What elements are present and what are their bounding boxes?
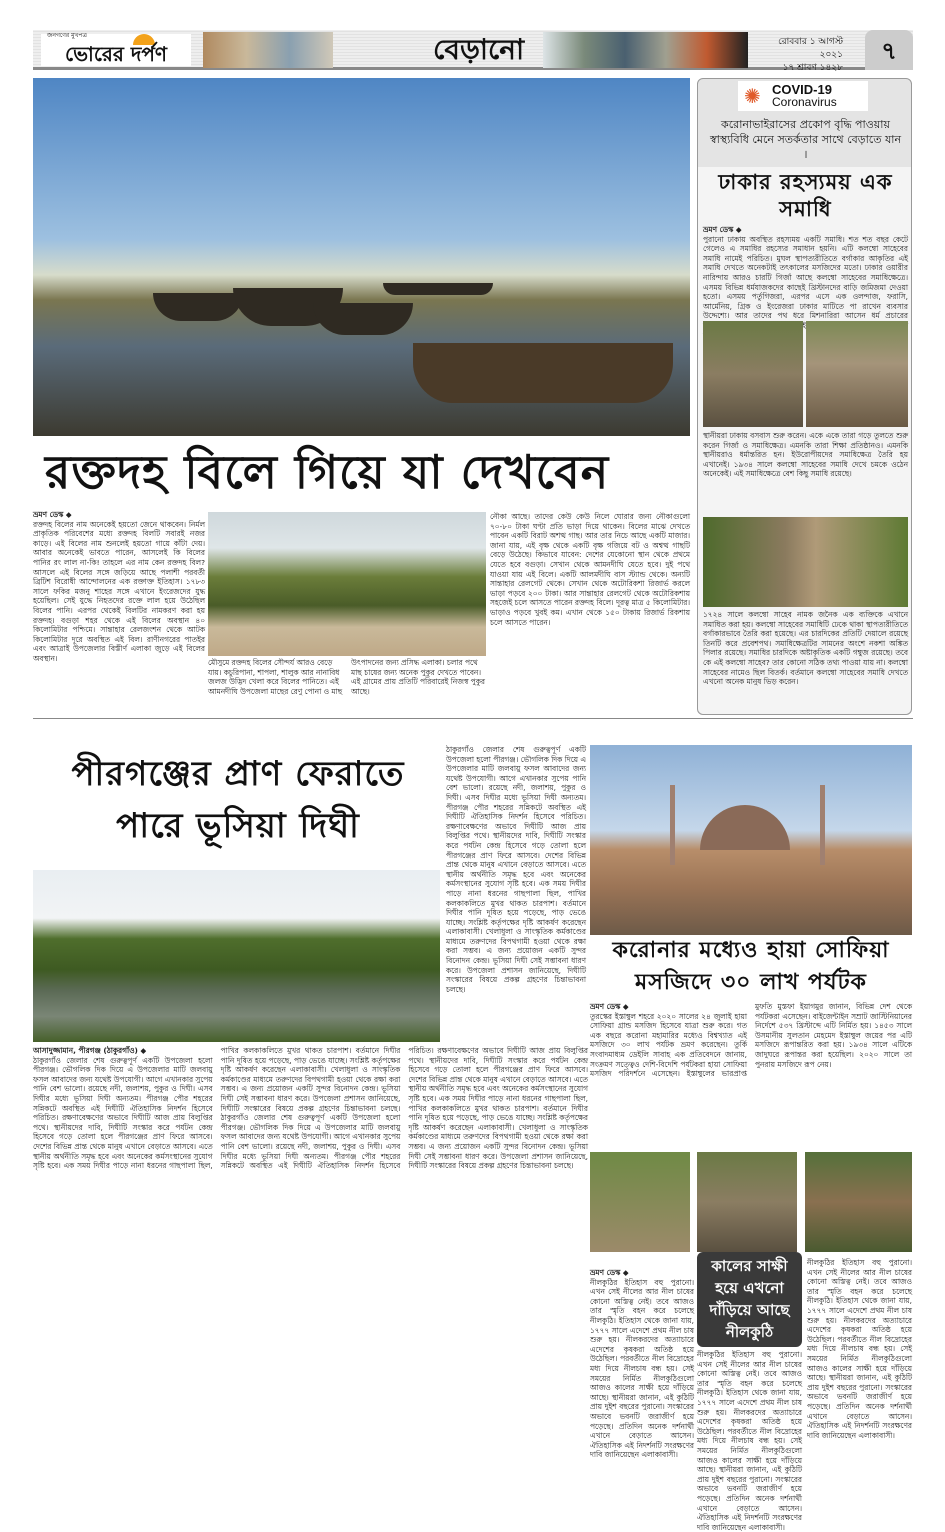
hagia-sophia-photo	[590, 745, 912, 935]
byline: আসাদুজ্জামান, পীরগঞ্জ (ঠাকুরগাঁও) ◆	[33, 1046, 147, 1055]
article1-col1	[33, 510, 205, 715]
article-text: নীলকুঠির ইতিহাস বহু পুরানো। এখন সেই নীলের আর নীল চাষের কোনো অস্তিত্ব নেই। তবে আজও তার স্মৃতি বহন করে চলেছে নীলকুঠি। ইতিহাস থেকে জানা যায়, ১৭৭৭ সালে এদেশে প্রথম নীল চাষ শুরু হয়। নীলকরদের অত্যাচারে এদেশের কৃষকরা অতিষ্ঠ হয়ে উঠেছিল। পরবর্তীতে নীল বিদ্রোহের মধ্য দিয়ে নীলচাষ বন্ধ হয়। সেই সময়ের নির্মিত নীলকুঠিগুলো আজও কালের সাক্ষী হয়ে দাঁড়িয়ে আছে। স্থানীয়রা জানান, এই কুঠিটি প্রায় দুইশ বছরের পুরানো। সংস্কারের অভাবে ভবনটি জরাজীর্ণ হয়ে পড়েছে। প্রতিদিন অনেক দর্শনার্থী এখানে বেড়াতে আসেন। ঐতিহাসিক এই নিদর্শনটি সংরক্ষণের দাবি জানিয়েছেন এলাকাবাসী।	[590, 1277, 694, 1460]
tomb-photo-3	[703, 517, 908, 607]
article-text: রক্তদহ বিলের নাম অনেকেই হয়তো জেনে থাকবেন। নির্মল প্রাকৃতিক পরিবেশের মধ্যে রক্তদহ বিলটি সবারই নজর কাড়ে। এই বিলের নাম শুনলেই হয়তো গায়ে কাঁটা দেয়। আবার অনেকেই ভাবতে পারেন, আসলেই কি বিলের পানির রং লাল না-কি! তাহলে এর নাম কেন রক্তদহ বিল? আসলে এই বিলের সঙ্গে জড়িয়ে আছে পলাশী পরবর্তী ব্রিটিশ বিরোধী আন্দোলনের এক রক্তাক্ত ইতিহাস। ১৭৮৩ সালে ফকির মজনু শাহের সঙ্গে এখানে ইংরেজদের যুদ্ধ হয়েছিল। সেই যুদ্ধে নিহতদের রক্তে লাল হয়ে উঠেছিল বিলের পানি। এরপর থেকেই বিলটির নামকরণ করা হয় রক্তদহ। বগুড়া শহর থেকে এই বিলের অবস্থান ৪০ কিলোমিটার পশ্চিমে। সান্তাহার রেলজংশন থেকে আটক কিলোমিটার দূরে অবস্থিত এই বিল। রাণীনগরের পাতইর এবং আত্রাই উপজেলার বিস্তীর্ণ এলাকা জুড়ে এই বিলের অবস্থান।	[33, 519, 205, 663]
byline: ভ্রমণ ডেস্ক ◆	[703, 225, 742, 234]
issue-date	[773, 36, 843, 75]
covid-notice: করোনাভাইরাসের প্রকোপ বৃদ্ধি পাওয়ায় স্বাস্থ্যবিধি মেনে সতর্কতার সাথে বেড়াতে যান ।	[709, 118, 902, 161]
headline-line: পীরগঞ্জের প্রাণ ফেরাতে	[71, 754, 405, 794]
article-text: পুরানো ঢাকায় অবস্থিত রহস্যময় একটি সমাধি। শত শত বছর কেটে গেলেও এ সমাধির রহস্যের সমাধান হয়নি। এটি কলম্বো সাহেবের সমাধি নামেই পরিচিত। মুঘল স্থাপত্যরীতিতে বর্গাকার আকৃতির এই সমাধি দেখতে অনেকটাই তৎকালের মসজিদের মতো। ঢাকার ওয়ারীর নারিন্দায় আরও চারটি গির্জা আছে কলম্বো সাহেবের সমাধিক্ষেত্রে। এসময় বিভিন্ন ধর্মযাজকদের কাছেই খ্রিস্টানদের বাড়ি জমিজমা দেওয়া হতো। এসময় পর্তুগিজরা, এরপর এসে এক ওলন্দাজ, ফরাসি, আর্মেনিয়, গ্রিক ও ইংরেজরা ঢাকার মাটিতে পা রাখেন ব্যবসার উদ্দেশ্যে। আর তাদের পথ ধরে মিশনারিরা আসেন ধর্ম প্রচারের	[703, 234, 908, 321]
covid-title: COVID-19	[772, 82, 832, 97]
virus-icon: ✺	[744, 84, 761, 108]
section-title: বেড়ানো	[433, 33, 525, 66]
logo-tagline: জনগণের মুখপত্র	[47, 32, 87, 39]
dome	[700, 805, 790, 850]
minaret	[670, 785, 675, 865]
article2-headline	[33, 748, 443, 852]
header-photo-left	[203, 32, 333, 68]
headline-line: করোনার মধ্যেও হায়া সোফিয়া	[612, 938, 890, 963]
tomb-photo-1	[703, 321, 803, 427]
newspaper-name: ভোরের দর্পণ	[65, 42, 167, 66]
article-text: ঠাকুরগাঁও জেলার শেষ গুরুত্বপূর্ণ একটি উপজেলা হলো পীরগঞ্জ। ভৌগলিক দিক দিয়ে এ উপজেলার মাটি জলবায়ু ফসল আবাদের জন্য যথেষ্ট উপযোগী। আগে এখানকার সুপেয় পানি বেশ ভালো। রয়েছে নদী, জলাশয়, পুকুর ও দিঘী। এসব দিঘীর মধ্যে ভূসিয়া দিঘী অন্যতম। পীরগঞ্জ পৌর শহরের সন্নিকটে অবস্থিত এই দিঘীটি ঐতিহাসিক নিদর্শন হিসেবে পরিচিত। রক্ষণাবেক্ষণের অভাবে দিঘীটি আজ প্রায় বিলুপ্তির পথে। স্থানীয়দের দাবি, দিঘীটি সংস্কার করে পর্যটন কেন্দ্র হিসেবে গড়ে তোলা হলে পীরগঞ্জের প্রাণ ফিরে আসবে। দেশের বিভিন্ন প্রান্ত থেকে মানুষ এখানে বেড়াতে আসবে। এতে স্থানীয় অর্থনীতি সমৃদ্ধ হবে এবং অনেকের কর্মসংস্থানের সুযোগ সৃষ্টি হবে। এক সময় দিঘীর পাড়ে নানা ধরনের গাছপালা ছিল, পাখির কলকাকলিতে মুখর থাকত চারপাশ। বর্তমানে দিঘীর পানি দূষিত হয়ে পড়েছে, পাড় ভেঙে যাচ্ছে। সংশ্লিষ্ট কর্তৃপক্ষের দৃষ্টি আকর্ষণ করেছেন এলাকাবাসী। খেলাধুলা ও সাংস্কৃতিক কর্মকাণ্ডের মাধ্যমে তরুণদের বিপথগামী হওয়া থেকে রক্ষা করা সম্ভব। এ জন্য প্রয়োজন একটি সুন্দর বিনোদন কেন্দ্র। ভূসিয়া দিঘী সেই সম্ভাবনা ধারণ করে। উপজেলা প্রশাসন জানিয়েছে, দিঘীটি সংস্কারের বিষয়ে প্রকল্প গ্রহণের চিন্তাভাবনা চলছে।	[220, 1046, 588, 1171]
sidebar-headline: ঢাকার রহস্যময় এক সমাধি	[718, 170, 893, 221]
article-text: তুরস্কের ইস্তাম্বুল শহরে ২০২০ সালের ২৪ জুলাই হায়া সোফিয়া গ্রান্ড মসজিদ হিসেবে যাত্রা শুরু করে। গত এক বছরে করোনা মহামারির মধ্যেও বিশ্বখ্যাত এই মসজিদে ৩০ লাখ পর্যটক ভ্রমণ করেছেন। তুর্কি সংবাদমাধ্যম ডেইলি সাবাহ এক প্রতিবেদনে জানায়, সংক্রমণ সত্ত্বেও দেশি-বিদেশি পর্যটকরা হায়া সোফিয়া মসজিদ পরিদর্শনে এসেছেন। ইস্তাম্বুলের ভারপ্রাপ্ত মুফতি মুস্তফা ইয়াগমুর জানান, বিভিন্ন দেশ থেকে পর্যটকরা এসেছেন। বাইজেন্টাইন সম্রাট জাস্টিনিয়ানের নির্দেশে ৫৩৭ খ্রিস্টাব্দে এটি নির্মিত হয়। ১৪৫৩ সালে উসমানীয় সুলতান মেহমেদ ইস্তাম্বুল জয়ের পর এটি মসজিদে রূপান্তরিত করা হয়। ১৯৩৪ সালে এটিকে জাদুঘরে রূপান্তর করা হয়েছিল। ২০২০ সালে তা পুনরায় মসজিদে রূপ নেয়।	[590, 1002, 912, 1079]
article3-headline	[590, 935, 912, 999]
covid-subtitle: Coronavirus	[772, 95, 837, 109]
divider	[33, 718, 913, 719]
date-gregorian: রোববার ১ আগস্ট ২০২১	[778, 37, 843, 60]
article1-headline: রক্তদহ বিলে গিয়ে যা দেখবেন	[45, 445, 610, 499]
banyan-tree-photo	[208, 512, 486, 656]
photo-caption: মৌসুমে রক্তদহ বিলের সৌন্দর্য আরও বেড়ে যায়। কচুরিপানা, শাপলা, শালুক আর নানাবিধ জলজ উদ্ভিদ খেলা করে বিলের পানিতে। এই আমনদীঘি উপজেলা মাছের রেণু পোনা ও মাছ উৎপাদনের জন্য প্রসিদ্ধ এলাকা। চলার পথে মাছ চাষের জন্য অনেক পুকুর দেখতে পাবেন। এই গ্রামের প্রায় প্রতিটি পরিবারেই নিজস্ব পুকুর আছে।	[208, 658, 485, 696]
nilkuthi-photo-3	[805, 1152, 912, 1252]
newspaper-logo[interactable]	[41, 34, 191, 66]
header-photo-right	[543, 32, 748, 68]
bhusiya-dighi-photo	[33, 870, 440, 1042]
boat	[383, 283, 493, 295]
article4-headline: কালের সাক্ষী হয়ে এখনো দাঁড়িয়ে আছে নীলকুঠি	[709, 1257, 790, 1341]
tomb-photo-2	[806, 321, 908, 427]
boat	[153, 293, 243, 321]
masthead	[33, 30, 913, 73]
page-number: ৭	[865, 30, 913, 70]
sidebar-text-3: ১৭২৪ সালে কলম্বো সাহেব নামক জনৈক এক ব্যক্তিকে এখানে সমাধিত করা হয়। কলম্বো সাহেবের সমাধিটি ঢেকে থাকা স্থাপত্যরীতিতে বর্গাকারভাবে তৈরি করা হয়েছে। এর চারদিকের প্রতিটি দেয়ালে রয়েছে তিনটি করে প্রবেশপথ। সমাধিক্ষেত্রটির সামনের অংশে নকশা অঙ্কিত পিলার রয়েছে। সমাধির চারদিকে অষ্টাকৃতিক একটি গম্বুজ রয়েছে। তবে কে এই কলম্বো সাহেব? তার কোনো সঠিক তথ্য পাওয়া যায় না। কলম্বো সাহেবের নামেও ছিল বিতর্ক। বর্তমানে কলম্বো সাহেবের সমাধি দেখতে এখনো অনেক মানুষ ভিড় করেন।	[703, 610, 908, 687]
article4-col3: নীলকুঠির ইতিহাস বহু পুরানো। এখন সেই নীলের আর নীল চাষের কোনো অস্তিত্ব নেই। তবে আজও তার স্মৃতি বহন করে চলেছে নীলকুঠি। ইতিহাস থেকে জানা যায়, ১৭৭৭ সালে এদেশে প্রথম নীল চাষ শুরু হয়। নীলকরদের অত্যাচারে এদেশের কৃষকরা অতিষ্ঠ হয়ে উঠেছিল। পরবর্তীতে নীল বিদ্রোহের মধ্য দিয়ে নীলচাষ বন্ধ হয়। সেই সময়ের নির্মিত নীলকুঠিগুলো আজও কালের সাক্ষী হয়ে দাঁড়িয়ে আছে। স্থানীয়রা জানান, এই কুঠিটি প্রায় দুইশ বছরের পুরানো। সংস্কারের অভাবে ভবনটি জরাজীর্ণ হয়ে পড়েছে। প্রতিদিন অনেক দর্শনার্থী এখানে বেড়াতে আসেন। ঐতিহাসিক এই নিদর্শনটি সংরক্ষণের দাবি জানিয়েছেন এলাকাবাসী।	[807, 1258, 912, 1440]
sidebar-dhaka-tomb	[697, 78, 912, 715]
article3-body	[590, 1002, 912, 1148]
boat	[313, 303, 413, 335]
byline: ভ্রমণ ডেস্ক ◆	[590, 1268, 629, 1277]
sidebar-text-1	[703, 225, 908, 320]
article4-col2: নীলকুঠির ইতিহাস বহু পুরানো। এখন সেই নীলের আর নীল চাষের কোনো অস্তিত্ব নেই। তবে আজও তার স্মৃতি বহন করে চলেছে নীলকুঠি। ইতিহাস থেকে জানা যায়, ১৭৭৭ সালে এদেশে প্রথম নীল চাষ শুরু হয়। নীলকরদের অত্যাচারে এদেশের কৃষকরা অতিষ্ঠ হয়ে উঠেছিল। পরবর্তীতে নীল বিদ্রোহের মধ্য দিয়ে নীলচাষ বন্ধ হয়। সেই সময়ের নির্মিত নীলকুঠিগুলো আজও কালের সাক্ষী হয়ে দাঁড়িয়ে আছে। স্থানীয়রা জানান, এই কুঠিটি প্রায় দুইশ বছরের পুরানো। সংস্কারের অভাবে ভবনটি জরাজীর্ণ হয়ে পড়েছে। প্রতিদিন অনেক দর্শনার্থী এখানে বেড়াতে আসেন। ঐতিহাসিক এই নিদর্শনটি সংরক্ষণের দাবি জানিয়েছেন এলাকাবাসী।	[697, 1350, 802, 1532]
article2-body	[33, 1046, 588, 1420]
sidebar-text-2: স্থানীয়রা ঢাকায় বসবাস শুরু করেন। একে একে তারা গড়ে তুলতে শুরু করেন গির্জা ও সমাধিক্ষেত্র। এমনকি তারা শিক্ষা প্রতিষ্ঠানও। এমনকি স্থানীয়রাও ধর্মান্তরিত হন। ইউরোপীয়দের সমাধিক্ষেত্র তৈরি হয় এখানেই। ১৯৩৪ সালে কলম্বো সাহেবের সমাধি দেখে চমকে ওঠেন অনেকেই। এই সমাধিক্ষেত্রে বেশ কিছু সমাধি রয়েছে।	[703, 431, 908, 479]
byline: ভ্রমণ ডেস্ক ◆	[590, 1002, 629, 1011]
article1-col3: নৌকা আছে। তাদের কেউ কেউ নিলে ঘোরার জন্য নৌকাগুলো ৭০-৮০ টাকা ঘণ্টা প্রতি ভাড়া দিয়ে থাকেন। বিলের মাঝে দেখতে পাবেন একটি বিরাট অশত্থ গাছ। আর তার নিচে আছে একটি মাজার। জানা যায়, এই বৃক্ষ থেকে একটি বৃক্ষ গজিয়ে বট ও অশ্বত্থ গাছটি বেড়ে উঠেছে। কিভাবে যাবেন: দেশের যেকোনো স্থান থেকে প্রথমে যেতে হবে বগুড়া। সেখান থেকে আমনদীঘি যেতে হবে। দুই পথে যাওয়া যায় এই বিলে। একটি আলমদীঘি বাস স্ট্যান্ড থেকে। অন্যটি সান্তাহার রেলগেট থেকে। সেখান থেকে অটোরিকশা রিজার্ভ করলে ভাড়া পড়বে ২০০ টাকা। আর সান্তাহার রেলগেট থেকে অটোরিকশায় সহজেই চলে আসতে পারেন রক্তদহ বিলে। দূরত্ব মাত্র ৫ কিলোমিটার। ভাড়াও পড়বে খুবই কম। এখান থেকে ১৫০ টাকায় রিজার্ভ রিকশায় চলে আসতে পারেন।	[490, 512, 690, 627]
covid-badge	[738, 81, 868, 111]
nilkuthi-photo-2	[697, 1152, 797, 1252]
boat	[413, 343, 673, 403]
date-bengali: ১৭ শ্রাবণ ১৪২৮	[782, 63, 843, 73]
minaret	[820, 785, 825, 865]
headline-line: মসজিদে ৩০ লাখ পর্যটক	[635, 970, 867, 995]
headline-line: পারে ভূসিয়া দিঘী	[116, 806, 360, 846]
article4-col1	[590, 1268, 694, 1460]
byline: ভ্রমণ ডেস্ক ◆	[33, 510, 72, 519]
article4-headline-box	[697, 1252, 802, 1347]
rokto-doho-beel-photo	[33, 78, 690, 436]
nilkuthi-photo-1	[590, 1152, 690, 1252]
article2-col-top: ঠাকুরগাঁও জেলার শেষ গুরুত্বপূর্ণ একটি উপজেলা হলো পীরগঞ্জ। ভৌগলিক দিক দিয়ে এ উপজেলার মাটি জলবায়ু ফসল আবাদের জন্য যথেষ্ট উপযোগী। আগে এখানকার সুপেয় পানি বেশ ভালো। রয়েছে নদী, জলাশয়, পুকুর ও দিঘী। এসব দিঘীর মধ্যে ভূসিয়া দিঘী অন্যতম। পীরগঞ্জ পৌর শহরের সন্নিকটে অবস্থিত এই দিঘীটি ঐতিহাসিক নিদর্শন হিসেবে পরিচিত। রক্ষণাবেক্ষণের অভাবে দিঘীটি আজ প্রায় বিলুপ্তির পথে। স্থানীয়দের দাবি, দিঘীটি সংস্কার করে পর্যটন কেন্দ্র হিসেবে গড়ে তোলা হলে পীরগঞ্জের প্রাণ ফিরে আসবে। দেশের বিভিন্ন প্রান্ত থেকে মানুষ এখানে বেড়াতে আসবে। এতে স্থানীয় অর্থনীতি সমৃদ্ধ হবে এবং অনেকের কর্মসংস্থানের সুযোগ সৃষ্টি হবে। এক সময় দিঘীর পাড়ে নানা ধরনের গাছপালা ছিল, পাখির কলকাকলিতে মুখর থাকত চারপাশ। বর্তমানে দিঘীর পানি দূষিত হয়ে পড়েছে, পাড় ভেঙে যাচ্ছে। সংশ্লিষ্ট কর্তৃপক্ষের দৃষ্টি আকর্ষণ করেছেন এলাকাবাসী। খেলাধুলা ও সাংস্কৃতিক কর্মকাণ্ডের মাধ্যমে তরুণদের বিপথগামী হওয়া থেকে রক্ষা করা সম্ভব। এ জন্য প্রয়োজন একটি সুন্দর বিনোদন কেন্দ্র। ভূসিয়া দিঘী সেই সম্ভাবনা ধারণ করে। উপজেলা প্রশাসন জানিয়েছে, দিঘীটি সংস্কারের বিষয়ে প্রকল্প গ্রহণের চিন্তাভাবনা চলছে।	[446, 745, 586, 994]
article-text: ঠাকুরগাঁও জেলার শেষ গুরুত্বপূর্ণ একটি উপজেলা হলো পীরগঞ্জ। ভৌগলিক দিক দিয়ে এ উপজেলার মাটি জলবায়ু ফসল আবাদের জন্য যথেষ্ট উপযোগী। আগে এখানকার সুপেয় পানি বেশ ভালো। রয়েছে নদী, জলাশয়, পুকুর ও দিঘী। এসব দিঘীর মধ্যে ভূসিয়া দিঘী অন্যতম। পীরগঞ্জ পৌর শহরের সন্নিকটে অবস্থিত এই দিঘীটি ঐতিহাসিক নিদর্শন হিসেবে পরিচিত। রক্ষণাবেক্ষণের অভাবে দিঘীটি আজ প্রায় বিলুপ্তির পথে। স্থানীয়দের দাবি, দিঘীটি সংস্কার করে পর্যটন কেন্দ্র হিসেবে গড়ে তোলা হলে পীরগঞ্জের প্রাণ ফিরে আসবে। দেশের বিভিন্ন প্রান্ত থেকে মানুষ এখানে বেড়াতে আসবে। এতে স্থানীয় অর্থনীতি সমৃদ্ধ হবে এবং অনেকের কর্মসংস্থানের সুযোগ সৃষ্টি হবে। এক সময় দিঘীর পাড়ে নানা ধরনের গাছপালা ছিল, পাখির কলকাকলিতে মুখর থাকত চারপাশ। বর্তমানে দিঘীর পানি দূষিত হয়ে পড়েছে, পাড় ভেঙে যাচ্ছে। সংশ্লিষ্ট কর্তৃপক্ষের দৃষ্টি আকর্ষণ করেছেন এলাকাবাসী। খেলাধুলা ও সাংস্কৃতিক কর্মকাণ্ডের মাধ্যমে তরুণদের বিপথগামী হওয়া থেকে রক্ষা করা সম্ভব। এ জন্য প্রয়োজন একটি সুন্দর বিনোদন কেন্দ্র। ভূসিয়া দিঘী সেই সম্ভাবনা ধারণ করে। উপজেলা প্রশাসন জানিয়েছে, দিঘীটি সংস্কারের বিষয়ে প্রকল্প গ্রহণের চিন্তাভাবনা চলছে।	[33, 1046, 401, 1171]
